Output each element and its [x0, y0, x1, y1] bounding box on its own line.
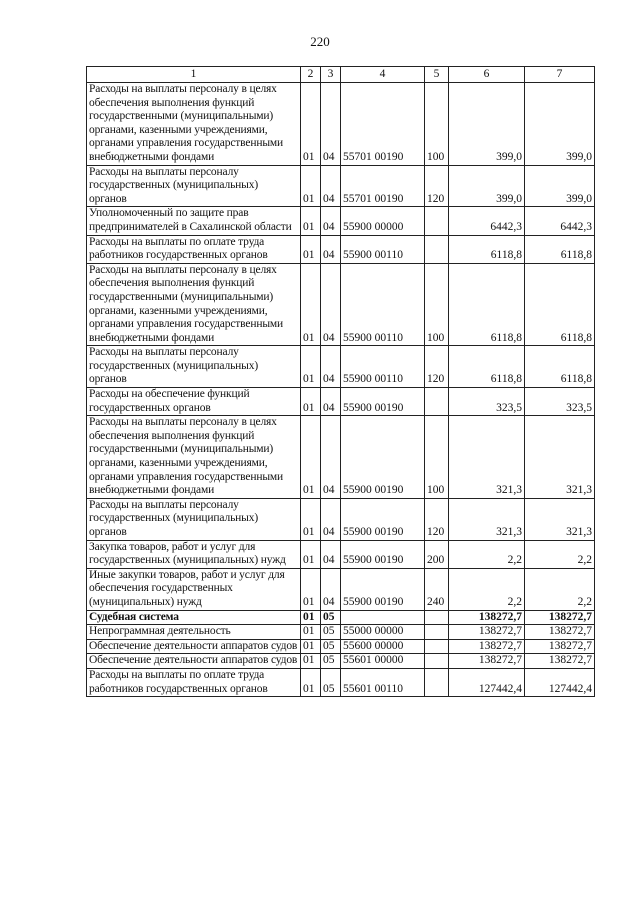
subsection-code-cell: 04 [321, 498, 341, 540]
expense-type-cell [425, 654, 449, 669]
amount-cell-6: 6118,8 [449, 346, 525, 388]
table-row [87, 416, 595, 499]
amount-cell-6: 6118,8 [449, 235, 525, 263]
subsection-code-cell: 05 [321, 654, 341, 669]
amount-cell-7: 138272,7 [525, 654, 595, 669]
amount-cell-6: 321,3 [449, 416, 525, 499]
table-row [87, 540, 595, 568]
section-code-cell: 01 [301, 235, 321, 263]
target-article-cell: 55701 00190 [341, 165, 425, 207]
target-article-cell: 55900 00190 [341, 416, 425, 499]
table-row [87, 388, 595, 416]
table-row [87, 654, 595, 669]
table-row [87, 346, 595, 388]
target-article-cell: 55900 00190 [341, 540, 425, 568]
amount-cell-7: 6442,3 [525, 207, 595, 235]
row-name-cell: Расходы на выплаты по оплате труда работников государственных органов [87, 235, 301, 263]
target-article-cell: 55900 00110 [341, 346, 425, 388]
amount-cell-7: 6118,8 [525, 346, 595, 388]
column-header-3: 3 [321, 67, 341, 83]
subsection-code-cell: 04 [321, 165, 341, 207]
subsection-code-cell: 05 [321, 610, 341, 625]
target-article-cell [341, 610, 425, 625]
amount-cell-7: 6118,8 [525, 263, 595, 346]
row-name-cell: Закупка товаров, работ и услуг для государственных (муниципальных) нужд [87, 540, 301, 568]
row-name-cell: Расходы на выплаты персоналу в целях обеспечения выполнения функций государственными (муниципальными) органами, казенными учреждениями, органами управления государственными внебюджетными фондами [87, 263, 301, 346]
expense-type-cell: 100 [425, 416, 449, 499]
subsection-code-cell: 04 [321, 416, 341, 499]
subsection-code-cell: 05 [321, 625, 341, 640]
section-code-cell: 01 [301, 639, 321, 654]
expense-type-cell [425, 388, 449, 416]
section-code-cell: 01 [301, 263, 321, 346]
section-code-cell: 01 [301, 498, 321, 540]
row-name-cell: Расходы на выплаты персоналу в целях обеспечения выполнения функций государственными (муниципальными) органами, казенными учреждениями, органами управления государственными внебюджетными фондами [87, 416, 301, 499]
amount-cell-6: 2,2 [449, 568, 525, 610]
table-row [87, 165, 595, 207]
table-row [87, 639, 595, 654]
column-header-7: 7 [525, 67, 595, 83]
target-article-cell: 55601 00110 [341, 668, 425, 696]
table-row [87, 207, 595, 235]
section-code-cell: 01 [301, 568, 321, 610]
amount-cell-7: 127442,4 [525, 668, 595, 696]
amount-cell-6: 399,0 [449, 165, 525, 207]
expense-type-cell [425, 668, 449, 696]
column-header-1: 1 [87, 67, 301, 83]
target-article-cell: 55600 00000 [341, 639, 425, 654]
row-name-cell: Уполномоченный по защите прав предпринимателей в Сахалинской области [87, 207, 301, 235]
amount-cell-7: 2,2 [525, 540, 595, 568]
table-row [87, 568, 595, 610]
table-row [87, 625, 595, 640]
amount-cell-7: 138272,7 [525, 625, 595, 640]
table-row [87, 498, 595, 540]
subsection-code-cell: 04 [321, 388, 341, 416]
amount-cell-7: 323,5 [525, 388, 595, 416]
amount-cell-6: 2,2 [449, 540, 525, 568]
target-article-cell: 55900 00000 [341, 207, 425, 235]
column-header-2: 2 [301, 67, 321, 83]
amount-cell-6: 138272,7 [449, 654, 525, 669]
section-code-cell: 01 [301, 668, 321, 696]
amount-cell-7: 321,3 [525, 416, 595, 499]
table-row [87, 83, 595, 166]
target-article-cell: 55900 00110 [341, 263, 425, 346]
column-number-row [87, 67, 595, 83]
row-name-cell: Расходы на выплаты персоналу в целях обеспечения выполнения функций государственными (муниципальными) органами, казенными учреждениями, органами управления государственными внебюджетными фондами [87, 83, 301, 166]
section-code-cell: 01 [301, 610, 321, 625]
amount-cell-7: 6118,8 [525, 235, 595, 263]
amount-cell-6: 321,3 [449, 498, 525, 540]
target-article-cell: 55900 00110 [341, 235, 425, 263]
expense-type-cell: 240 [425, 568, 449, 610]
amount-cell-7: 399,0 [525, 83, 595, 166]
amount-cell-7: 2,2 [525, 568, 595, 610]
budget-table [86, 66, 595, 697]
row-name-cell: Расходы на выплаты персоналу государственных (муниципальных) органов [87, 498, 301, 540]
amount-cell-7: 321,3 [525, 498, 595, 540]
amount-cell-7: 399,0 [525, 165, 595, 207]
column-header-6: 6 [449, 67, 525, 83]
subsection-code-cell: 04 [321, 263, 341, 346]
section-code-cell: 01 [301, 83, 321, 166]
amount-cell-6: 6118,8 [449, 263, 525, 346]
subsection-code-cell: 05 [321, 639, 341, 654]
table-row [87, 263, 595, 346]
expense-type-cell: 100 [425, 83, 449, 166]
subsection-code-cell: 04 [321, 207, 341, 235]
section-code-cell: 01 [301, 625, 321, 640]
section-code-cell: 01 [301, 207, 321, 235]
row-name-cell: Расходы на выплаты персоналу государственных (муниципальных) органов [87, 346, 301, 388]
expense-type-cell: 120 [425, 346, 449, 388]
row-name-cell: Расходы на выплаты по оплате труда работников государственных органов [87, 668, 301, 696]
amount-cell-6: 399,0 [449, 83, 525, 166]
target-article-cell: 55000 00000 [341, 625, 425, 640]
section-code-cell: 01 [301, 388, 321, 416]
amount-cell-6: 6442,3 [449, 207, 525, 235]
table-row [87, 610, 595, 625]
column-header-4: 4 [341, 67, 425, 83]
row-name-cell: Непрограммная деятельность [87, 625, 301, 640]
subsection-code-cell: 04 [321, 540, 341, 568]
subsection-code-cell: 04 [321, 568, 341, 610]
section-code-cell: 01 [301, 416, 321, 499]
expense-type-cell [425, 610, 449, 625]
table-row [87, 235, 595, 263]
section-code-cell: 01 [301, 165, 321, 207]
row-name-cell: Обеспечение деятельности аппаратов судов [87, 654, 301, 669]
amount-cell-7: 138272,7 [525, 639, 595, 654]
amount-cell-6: 138272,7 [449, 625, 525, 640]
page-number: 220 [310, 34, 330, 49]
expense-type-cell: 120 [425, 498, 449, 540]
expense-type-cell: 120 [425, 165, 449, 207]
table-body [87, 83, 595, 697]
amount-cell-6: 138272,7 [449, 639, 525, 654]
target-article-cell: 55900 00190 [341, 568, 425, 610]
row-name-cell: Судебная система [87, 610, 301, 625]
section-code-cell: 01 [301, 540, 321, 568]
expense-type-cell: 100 [425, 263, 449, 346]
subsection-code-cell: 04 [321, 346, 341, 388]
row-name-cell: Расходы на обеспечение функций государственных органов [87, 388, 301, 416]
amount-cell-6: 138272,7 [449, 610, 525, 625]
expense-type-cell [425, 625, 449, 640]
expense-type-cell [425, 639, 449, 654]
row-name-cell: Расходы на выплаты персоналу государственных (муниципальных) органов [87, 165, 301, 207]
expense-type-cell: 200 [425, 540, 449, 568]
amount-cell-6: 127442,4 [449, 668, 525, 696]
subsection-code-cell: 05 [321, 668, 341, 696]
section-code-cell: 01 [301, 654, 321, 669]
column-header-5: 5 [425, 67, 449, 83]
expense-type-cell [425, 207, 449, 235]
amount-cell-7: 138272,7 [525, 610, 595, 625]
row-name-cell: Обеспечение деятельности аппаратов судов [87, 639, 301, 654]
table-row [87, 668, 595, 696]
row-name-cell: Иные закупки товаров, работ и услуг для обеспечения государственных (муниципальных) нужд [87, 568, 301, 610]
section-code-cell: 01 [301, 346, 321, 388]
subsection-code-cell: 04 [321, 235, 341, 263]
target-article-cell: 55900 00190 [341, 388, 425, 416]
expense-type-cell [425, 235, 449, 263]
target-article-cell: 55601 00000 [341, 654, 425, 669]
amount-cell-6: 323,5 [449, 388, 525, 416]
target-article-cell: 55900 00190 [341, 498, 425, 540]
subsection-code-cell: 04 [321, 83, 341, 166]
target-article-cell: 55701 00190 [341, 83, 425, 166]
